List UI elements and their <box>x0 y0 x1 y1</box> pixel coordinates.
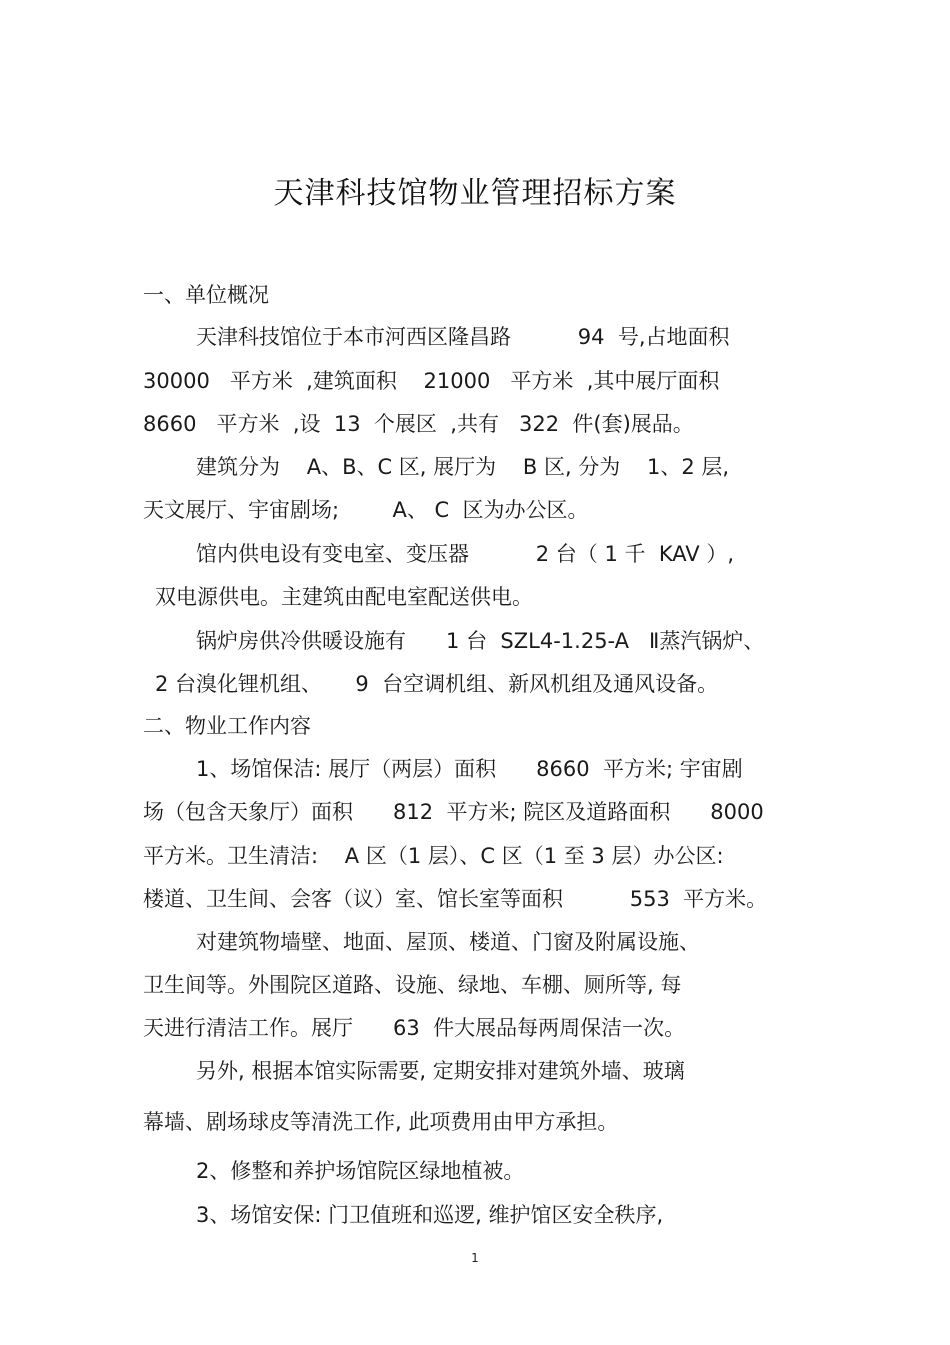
paragraph-line: 平方米。卫生清洁: A 区（1 层）、C 区（1 至 3 层）办公区: <box>143 844 724 868</box>
paragraph-line: 天文展厅、宇宙剧场; A、 C 区为办公区。 <box>143 498 589 522</box>
paragraph-line: 锅炉房供冷供暖设施有 1 台 SZL4-1.25-A Ⅱ蒸汽锅炉、 <box>196 629 765 653</box>
paragraph-line: 对建筑物墙壁、地面、屋顶、楼道、门窗及附属设施、 <box>196 930 700 954</box>
paragraph-line: 另外, 根据本馆实际需要, 定期安排对建筑外墙、玻璃 <box>196 1059 685 1083</box>
section-heading-property-work: 二、物业工作内容 <box>143 714 311 738</box>
paragraph-line: 2 台溴化锂机组、 9 台空调机组、新风机组及通风设备。 <box>155 672 719 696</box>
paragraph-line: 幕墙、剧场球皮等清洗工作, 此项费用由甲方承担。 <box>143 1110 619 1134</box>
paragraph-line: 2、修整和养护场馆院区绿地植被。 <box>196 1159 525 1183</box>
paragraph-line: 馆内供电设有变电室、变压器 2 台（ 1 千 KAV ）, <box>196 542 734 566</box>
section-heading-overview: 一、单位概况 <box>143 283 269 307</box>
paragraph-line: 30000 平方米 ,建筑面积 21000 平方米 ,其中展厅面积 <box>143 369 720 393</box>
paragraph-line: 卫生间等。外围院区道路、设施、绿地、车棚、厕所等, 每 <box>143 973 682 997</box>
paragraph-line: 场（包含天象厅）面积 812 平方米; 院区及道路面积 8000 <box>143 800 764 824</box>
paragraph-line: 1、场馆保洁: 展厅（两层）面积 8660 平方米; 宇宙剧 <box>196 757 743 781</box>
paragraph-line: 天进行清洁工作。展厅 63 件大展品每两周保洁一次。 <box>143 1016 686 1040</box>
paragraph-line: 3、场馆安保: 门卫值班和巡逻, 维护馆区安全秩序, <box>196 1203 664 1227</box>
paragraph-line: 天津科技馆位于本市河西区隆昌路 94 号,占地面积 <box>196 325 730 349</box>
page-number: 1 <box>471 1251 479 1265</box>
paragraph-line: 8660 平方米 ,设 13 个展区 ,共有 322 件(套)展品。 <box>143 412 694 436</box>
paragraph-line: 建筑分为 A、B、C 区, 展厅为 B 区, 分为 1、2 层, <box>196 455 730 479</box>
paragraph-line: 楼道、卫生间、会客（议）室、馆长室等面积 553 平方米。 <box>143 887 768 911</box>
paragraph-line: 双电源供电。主建筑由配电室配送供电。 <box>155 585 533 609</box>
document-title: 天津科技馆物业管理招标方案 <box>273 176 677 211</box>
